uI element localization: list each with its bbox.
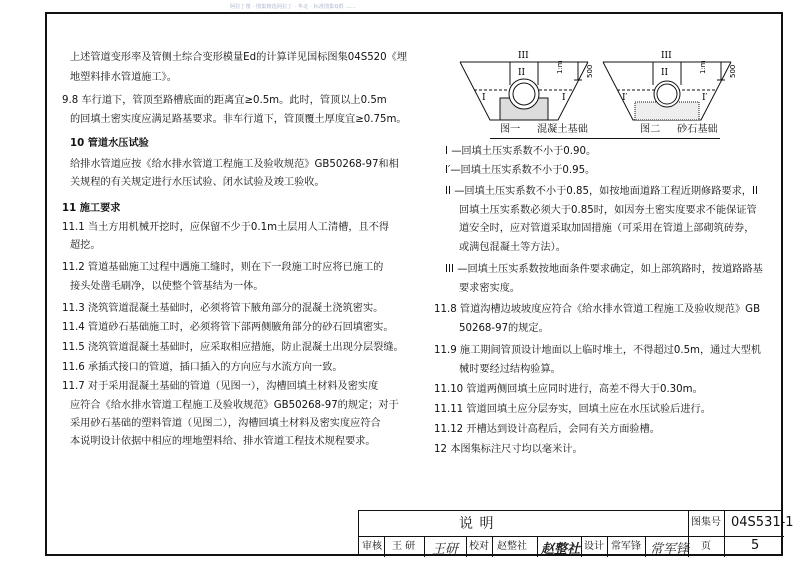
fig2-label: 图二 — [640, 124, 661, 135]
right-line: 11.11 管道回填土应分层夯实，回填土应在水压试验后进行。 — [434, 404, 711, 415]
left-line: 11.5 浇筑管道混凝土基础时，应采取相应措施，防止混凝土出现分层裂缝。 — [62, 342, 404, 353]
left-line: 应符合《给水排水管道工程施工及验收规范》GB50268-97的规定；对于 — [70, 400, 399, 411]
reviewer-signature: 王研 — [432, 542, 459, 557]
fig-caption-rule — [490, 138, 720, 139]
atlas-no: 04S531-1 — [731, 515, 794, 530]
left-line: 接头处凿毛刷净，以使整个管基结为一体。 — [70, 281, 264, 292]
left-line: 超挖。 — [70, 240, 101, 251]
review-label: 审核 — [362, 541, 382, 552]
right-line: 或满包混凝土等方法）。 — [459, 242, 566, 253]
page-label: 页 — [701, 541, 711, 552]
right-line: 道安全时，应对管道采取加固措施（可采用在管道上部砌筑砖券， — [459, 223, 755, 234]
right-line: III —回填土压实系数按地面条件要求确定，如上部筑路时，按道路路基 — [445, 264, 763, 275]
right-line: 11.9 施工期间管顶设计地面以上临时堆土，不得超过0.5m，通过大型机 — [434, 345, 762, 356]
left-line: 上述管道变形率及管侧土综合变形模量Ed的计算详见国标图集04S520《埋 — [70, 52, 408, 63]
fig1-caption: 混凝土基础 — [537, 124, 588, 135]
fig1-zone-I-right: I — [562, 93, 566, 103]
atlas-no-label: 图集号 — [691, 517, 721, 528]
left-line: 11.6 承插式接口的管道，插口插入的方向应与水流方向一致。 — [62, 362, 343, 373]
right-line: 50268-97的规定。 — [459, 323, 549, 334]
right-line: 械时要经过结构验算。 — [459, 364, 561, 375]
right-line: 11.10 管道两侧回填土应同时进行，高差不得大于0.30m。 — [434, 384, 703, 395]
left-line: 给排水管道应按《给水排水管道工程施工及验收规范》GB50268-97和相 — [70, 159, 399, 170]
title-block — [358, 510, 794, 557]
checker-name: 赵整社 — [497, 541, 527, 552]
left-line: 本说明设计依据中相应的埋地塑料给、排水管道工程技术规程要求。 — [70, 436, 376, 447]
left-line: 11.2 管道基础施工过程中遇施工缝时，则在下一段施工时应将已施工的 — [62, 262, 384, 273]
checker-signature: 赵整社 — [541, 542, 581, 557]
fig2-zone-Ip-right: I′ — [702, 93, 708, 103]
design-label: 设计 — [584, 541, 604, 552]
left-line: 地塑料排水管道施工》。 — [70, 72, 177, 83]
right-line: I —回填土压实系数不小于0.90。 — [445, 146, 597, 157]
left-line: 关规程的有关规定进行水压试验、闭水试验及竣工验收。 — [70, 177, 325, 188]
fig2-zone-II: II — [661, 68, 669, 78]
right-line: I′—回填土压实系数不小于0.95。 — [445, 165, 596, 176]
designer-name: 常军锋 — [611, 541, 641, 552]
left-line: 10 管道水压试验 — [70, 138, 149, 149]
left-line: 9.8 车行道下，管顶至路槽底面的距离宜≥0.5m。此时，管顶以上0.5m — [62, 95, 387, 106]
right-line: 回填土压实系数必须大于0.85时，如因夯土密实度要求不能保证管 — [459, 205, 757, 216]
right-line: 12 本图集标注尺寸均以毫米计。 — [434, 444, 583, 455]
fig1-zone-III: III — [518, 51, 529, 61]
fig2-slope: 1:m — [699, 60, 707, 74]
fig1-slope: 1:m — [556, 60, 564, 74]
fig2-caption: 砂石基础 — [677, 124, 718, 135]
left-line: 11.4 管道砂石基础施工时，必须将管下部两侧腋角部分的砂石回填密实。 — [62, 322, 394, 333]
fig1-label: 图一 — [500, 124, 521, 135]
page-number: 5 — [751, 538, 760, 553]
sheet-title: 说 明 — [459, 516, 495, 532]
left-line: 11.1 当土方用机械开挖时，应保留不少于0.1m土层用人工清槽，且不得 — [62, 222, 390, 233]
right-line: 11.12 开槽达到设计高程后，会同有关方面验槽。 — [434, 424, 660, 435]
right-line: 11.8 管道沟槽边坡坡度应符合《给水排水管道工程施工及验收规范》GB — [434, 304, 761, 315]
right-line: 要求密实度。 — [459, 283, 521, 294]
left-line: 采用砂石基础的塑料管道（见图二），沟槽回填土材料及密实度应符合 — [70, 418, 381, 429]
left-line: 的回填土密实度应满足路基要求。非车行道下，管顶覆土厚度宜≥0.75m。 — [70, 114, 407, 125]
designer-signature: 常军锋 — [650, 542, 690, 557]
reviewer-name: 王 研 — [392, 541, 416, 552]
fig2-zone-Ip-left: I′ — [622, 93, 628, 103]
check-label: 校对 — [469, 541, 489, 552]
fig2-dim: 500 — [729, 64, 737, 78]
fig2-zone-III: III — [661, 51, 672, 61]
left-line: 11.7 对于采用混凝土基础的管道（见图一），沟槽回填土材料及密实度 — [62, 381, 379, 392]
fig1-dim: 500 — [586, 64, 594, 78]
right-line: II —回填土压实系数不小于0.85，如按地面道路工程近期修路要求，II — [445, 186, 758, 197]
left-line: 11.3 浇筑管道混凝土基础时，必须将管下腋角部分的混凝土浇筑密实。 — [62, 303, 384, 314]
header-note: 阿拉丁图 · 图集精选阿拉丁 · 华北 · 标准图集Q群 …… — [230, 4, 357, 10]
left-line: 11 施工要求 — [62, 203, 121, 214]
fig1-zone-I-left: I — [482, 93, 486, 103]
fig1-zone-II: II — [518, 68, 526, 78]
